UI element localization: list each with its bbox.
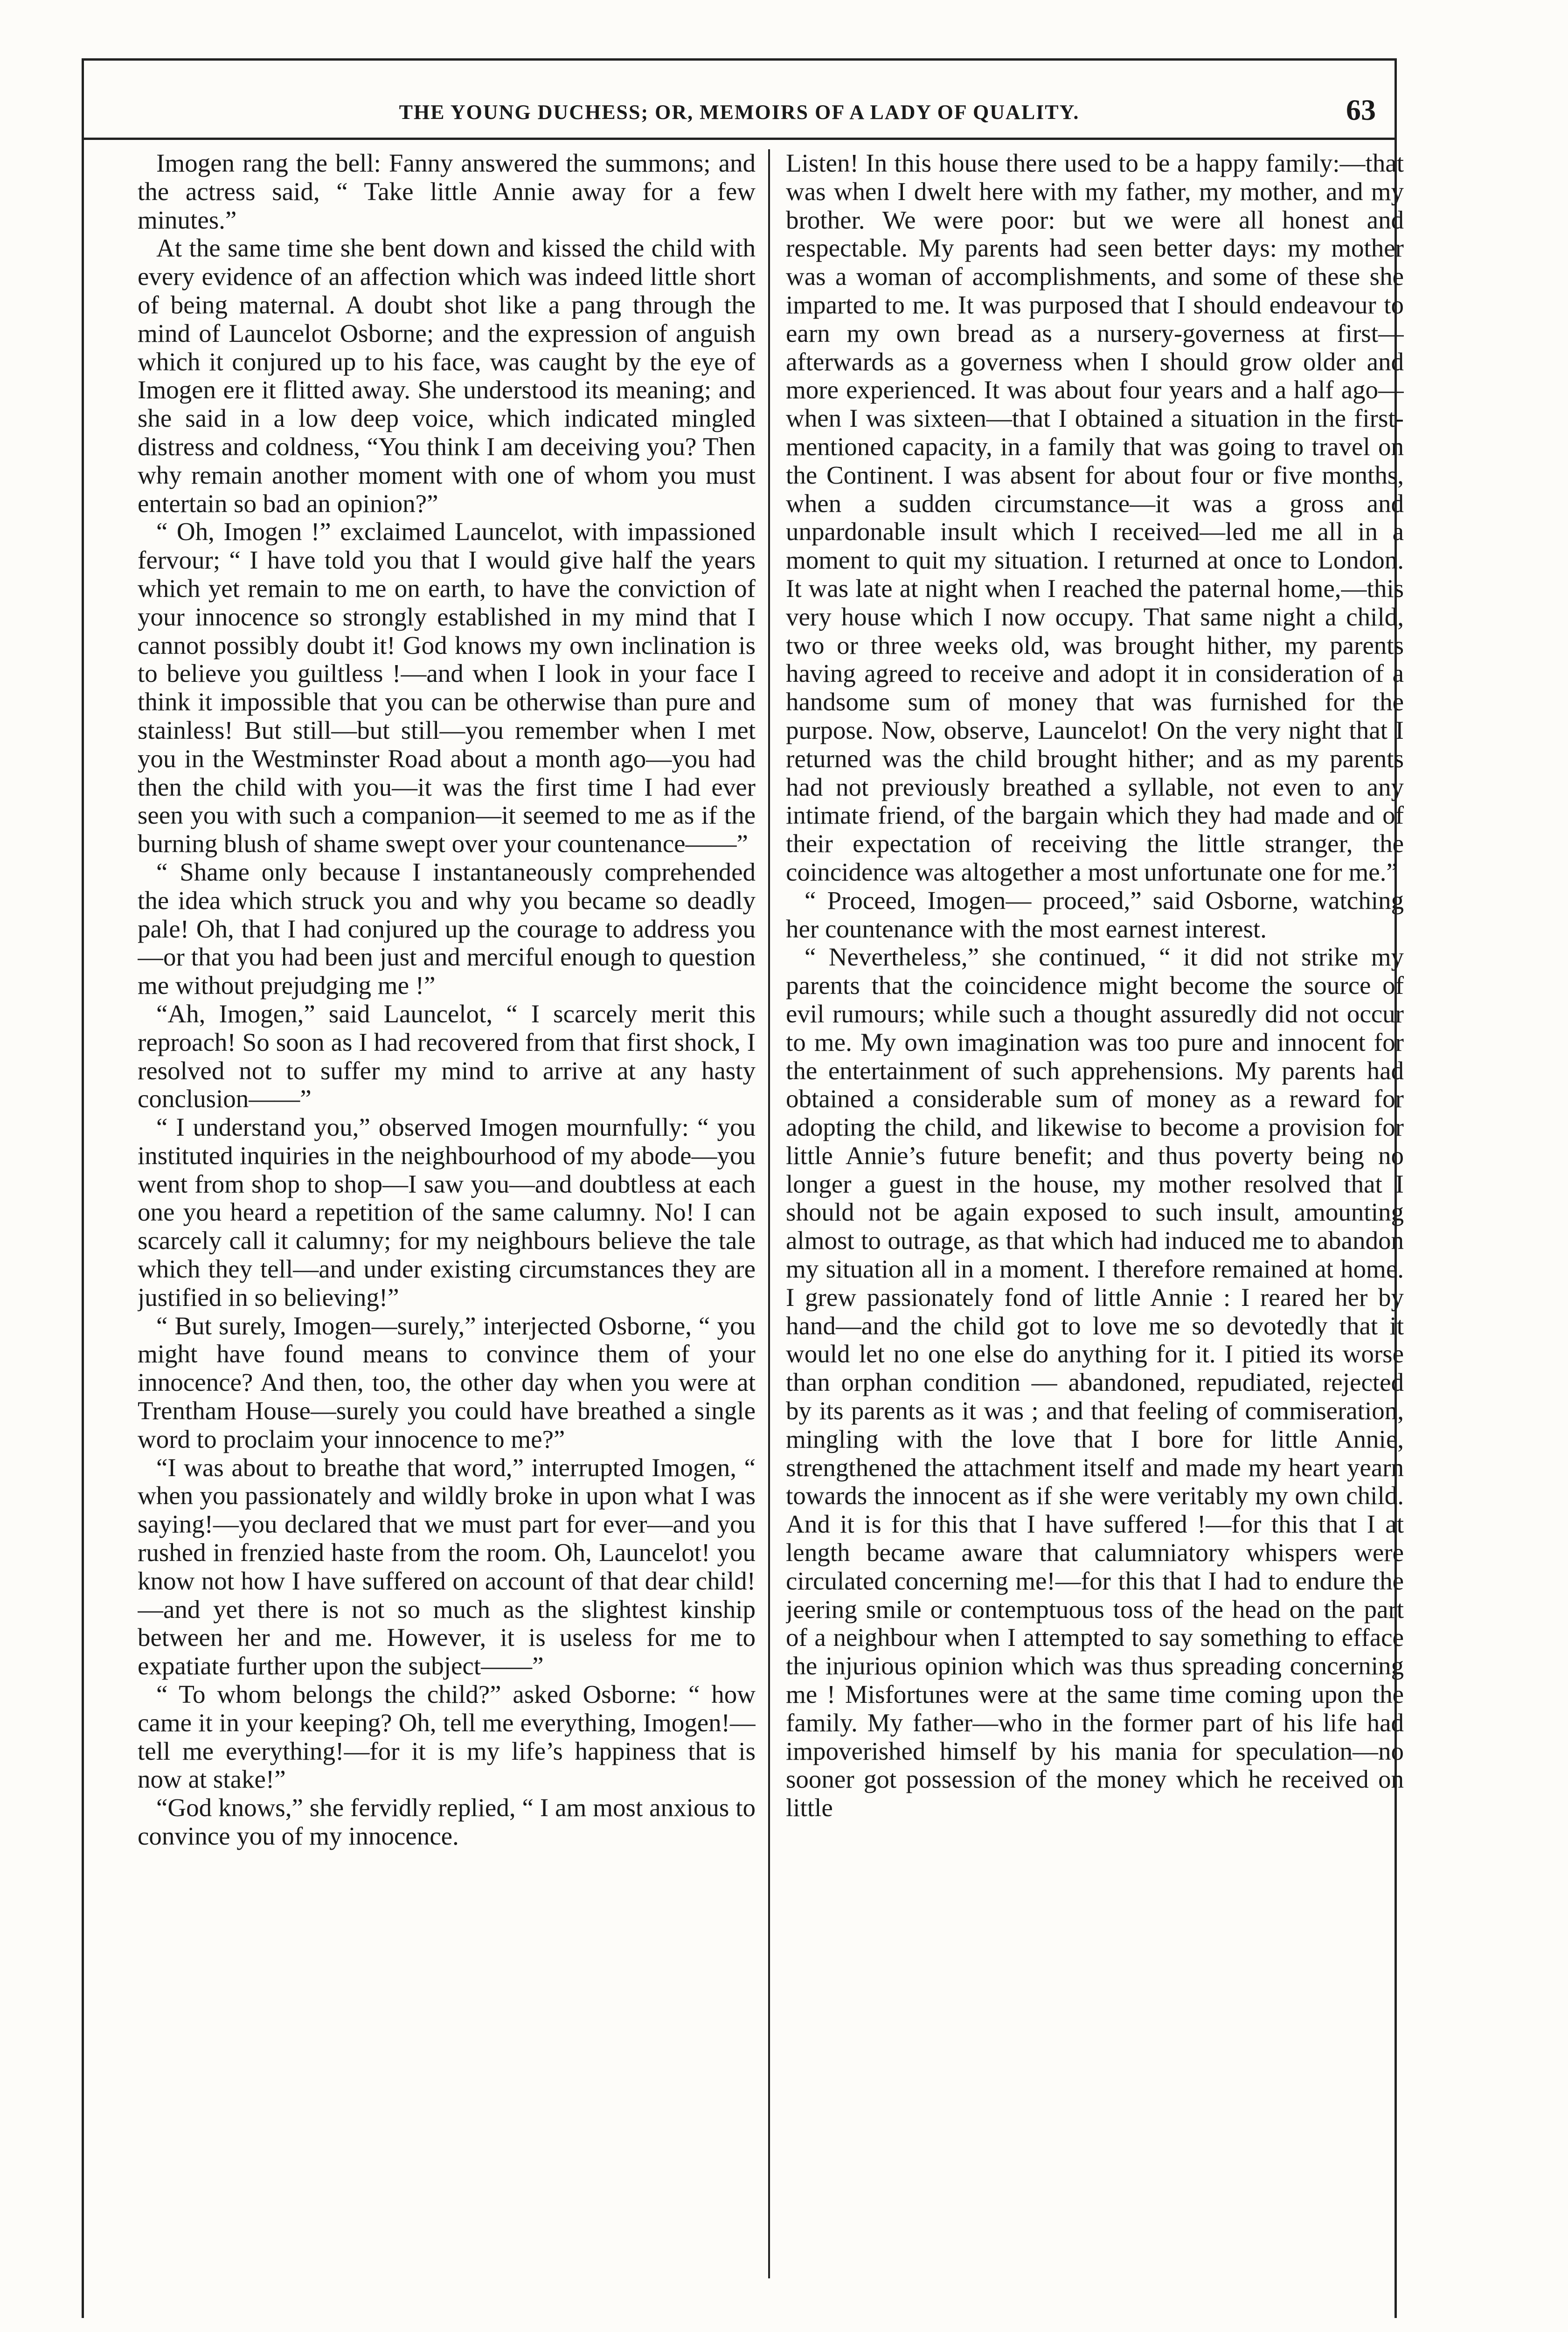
running-header <box>84 86 1395 140</box>
paragraph: Imogen rang the bell: Fanny answered the summons; and the actress said, “ Take little Annie away for a few minutes.” <box>138 149 756 234</box>
right-column <box>786 149 1404 1822</box>
paragraph: “God knows,” she fervidly replied, “ I am most anxious to convince you of my innocence. <box>138 1793 756 1851</box>
paragraph: Listen! In this house there used to be a happy family:—that was when I dwelt here with my father, my mother, and my brother. We were poor: but we were all honest and respectable. My parents had seen better days: my mother was a woman of accomplishments, and some of these she imparted to me. It was purposed that I should endeavour to earn my own bread as a nursery-governess at first—afterwards as a governess when I should grow older and more experienced. It was about four years and a half ago—when I was sixteen—that I obtained a situation in the first-mentioned capacity, in a family that was going to travel on the Continent. I was absent for about four or five months, when a sudden circumstance—it was a gross and unpardonable insult which I received—led me all in a moment to quit my situation. I returned at once to London. It was late at night when I reached the paternal home,—this very house which I now occupy. That same night a child, two or three weeks old, was brought hither, my parents having agreed to receive and adopt it in consideration of a handsome sum of money that was furnished for the purpose. Now, observe, Launcelot! On the very night that I returned was the child brought hither; and as my parents had not previously breathed a syllable, not even to any intimate friend, of the bargain which they had made and of their expectation of receiving the little stranger, the coincidence was altogether a most unfortunate one for me.” <box>786 149 1404 886</box>
paragraph: At the same time she bent down and kissed the child with every evidence of an affection which was indeed little short of being maternal. A doubt shot like a pang through the mind of Launcelot Osborne; and the expression of anguish which it conjured up to his face, was caught by the eye of Imogen ere it flitted away. She understood its meaning; and she said in a low deep voice, which indicated mingled distress and coldness, “You think I am deceiving you? Then why remain another moment with one of whom you must entertain so bad an opinion?” <box>138 234 756 518</box>
running-title: THE YOUNG DUCHESS; OR, MEMOIRS OF A LADY OF QUALITY. <box>399 100 1080 124</box>
paragraph: “Ah, Imogen,” said Launcelot, “ I scarcely merit this reproach! So soon as I had recovered from that first shock, I resolved not to suffer my mind to arrive at any hasty conclusion——” <box>138 999 756 1113</box>
paragraph: “ Shame only because I instantaneously comprehended the idea which struck you and why you became so deadly pale! Oh, that I had conjured up the courage to address you—or that you had been just and merciful enough to question me without prejudging me !” <box>138 857 756 1000</box>
page-frame <box>82 58 1404 2318</box>
page-number: 63 <box>1346 93 1376 126</box>
column-divider <box>768 149 770 2278</box>
text-columns <box>84 149 1404 2318</box>
paragraph: “ Oh, Imogen !” exclaimed Launcelot, with impassioned fervour; “ I have told you that I would give half the years which yet remain to me on earth, to have the conviction of your innocence so strongly established in my mind that I cannot possibly doubt it! God knows my own inclination is to believe you guiltless !—and when I look in your face I think it impossible that you can be otherwise than pure and stainless! But still—but still—you remember when I met you in the Westminster Road about a month ago—you had then the child with you—it was the first time I had ever seen you with such a companion—it seemed to me as if the burning blush of shame swept over your countenance——” <box>138 517 756 858</box>
paragraph: “ I understand you,” observed Imogen mournfully: “ you instituted inquiries in the neighbourhood of my abode—you went from shop to shop—I saw you—and doubtless at each one you heard a repetition of the same calumny. No! I can scarcely call it calumny; for my neighbours believe the tale which they tell—and under existing circumstances they are justified in so believing!” <box>138 1113 756 1312</box>
paragraph: “ Nevertheless,” she continued, “ it did not strike my parents that the coincidence might become the source of evil rumours; while such a thought assuredly did not occur to me. My own imagination was too pure and innocent for the entertainment of such apprehensions. My parents had obtained a considerable sum of money as a reward for adopting the child, and likewise to become a provision for little Annie’s future benefit; and thus poverty being no longer a guest in the house, my mother resolved that I should not be again exposed to such insult, amounting almost to outrage, as that which had induced me to abandon my situation all in a moment. I therefore remained at home. I grew passionately fond of little Annie : I reared her by hand—and the child got to love me so devotedly that it would let no one else do anything for it. I pitied its worse than orphan condition — abandoned, repudiated, rejected by its parents as it was ; and that feeling of commiseration, mingling with the love that I bore for little Annie, strengthened the attachment itself and made my heart yearn towards the innocent as if she were veritably my own child. And it is for this that I have suffered !—for this that I at length became aware that calumniatory whispers were circulated concerning me!—for this that I had to endure the jeering smile or contemptuous toss of the head on the part of a neighbour when I attempted to say something to efface the injurious opinion which was thus spreading concerning me ! Misfortunes were at the same time coming upon the family. My father—who in the former part of his life had impoverished himself by his mania for speculation—no sooner got possession of the money which he received on little <box>786 943 1404 1822</box>
paragraph: “ Proceed, Imogen— proceed,” said Osborne, watching her countenance with the most earnest interest. <box>786 886 1404 943</box>
paragraph: “I was about to breathe that word,” interrupted Imogen, “ when you passionately and wildly broke in upon what I was saying!—you declared that we must part for ever—and you rushed in frenzied haste from the room. Oh, Launcelot! you know not how I have suffered on account of that dear child!—and yet there is not so much as the slightest kinship between her and me. However, it is useless for me to expatiate further upon the subject——” <box>138 1453 756 1680</box>
paragraph: “ To whom belongs the child?” asked Osborne: “ how came it in your keeping? Oh, tell me everything, Imogen!—tell me everything!—for it is my life’s happiness that is now at stake!” <box>138 1680 756 1794</box>
paragraph: “ But surely, Imogen—surely,” interjected Osborne, “ you might have found means to convince them of your innocence? And then, too, the other day when you were at Trentham House—surely you could have breathed a single word to proclaim your innocence to me?” <box>138 1311 756 1453</box>
left-column <box>138 149 756 1851</box>
